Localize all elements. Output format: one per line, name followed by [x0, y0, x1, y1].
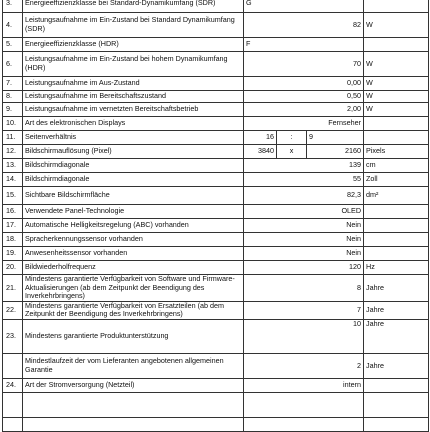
row-number — [3, 392, 23, 417]
row-value: 7 — [244, 301, 364, 319]
row-number: 5. — [3, 38, 23, 52]
table-row — [3, 378, 429, 392]
row-unit: dm² — [364, 187, 429, 205]
table-row — [3, 145, 429, 159]
row-value: Fernseher — [244, 117, 364, 131]
row-label: Verwendete Panel-Technologie — [23, 205, 244, 219]
row-number: 22. — [3, 301, 23, 319]
row-value: Nein — [244, 247, 364, 261]
row-value-b: 9 — [307, 131, 364, 145]
row-number: 17. — [3, 219, 23, 233]
row-unit: cm — [364, 159, 429, 173]
table-row — [3, 392, 429, 417]
row-label: Anwesenheitssensor vorhanden — [23, 247, 244, 261]
row-number: 10. — [3, 117, 23, 131]
row-label — [23, 417, 244, 431]
row-number: 8. — [3, 91, 23, 103]
row-label: Leistungsaufnahme im Ein-Zustand bei hohem Dynamikumfang (HDR) — [23, 52, 244, 77]
row-number: 3. — [3, 0, 23, 13]
row-number: 15. — [3, 187, 23, 205]
row-number — [3, 417, 23, 431]
row-unit: W — [364, 103, 429, 117]
row-number — [3, 353, 23, 378]
row-value: 70 — [244, 52, 364, 77]
row-number: 14. — [3, 173, 23, 187]
row-label: Leistungsaufnahme im Aus-Zustand — [23, 77, 244, 91]
row-value: 139 — [244, 159, 364, 173]
table-row — [3, 219, 429, 233]
row-number: 4. — [3, 13, 23, 38]
row-unit: Jahre — [364, 353, 429, 378]
table-row — [3, 275, 429, 302]
row-label: Art des elektronischen Displays — [23, 117, 244, 131]
row-number: 12. — [3, 145, 23, 159]
table-row — [3, 77, 429, 91]
row-value: 0,00 — [244, 77, 364, 91]
row-value: 82,3 — [244, 187, 364, 205]
row-number: 19. — [3, 247, 23, 261]
row-value: Nein — [244, 219, 364, 233]
row-label: Leistungsaufnahme im vernetzten Bereitschaftsbetrieb — [23, 103, 244, 117]
table-row — [3, 159, 429, 173]
row-unit: Zoll — [364, 173, 429, 187]
row-label — [23, 392, 244, 417]
row-unit — [364, 38, 429, 52]
row-unit: Pixels — [364, 145, 429, 159]
row-value: Nein — [244, 233, 364, 247]
row-number: 16. — [3, 205, 23, 219]
row-unit: W — [364, 52, 429, 77]
row-value: F — [244, 38, 364, 52]
row-unit: W — [364, 77, 429, 91]
row-unit — [364, 378, 429, 392]
table-row — [3, 38, 429, 52]
row-label: Seitenverhältnis — [23, 131, 244, 145]
row-unit — [364, 417, 429, 431]
row-number: 21. — [3, 275, 23, 302]
table-row — [3, 117, 429, 131]
row-label: Energieeffizienzklasse bei Standard-Dynamikumfang (SDR) — [23, 0, 244, 13]
table-row — [3, 13, 429, 38]
row-value-b: 2160 — [307, 145, 364, 159]
row-separator: x — [277, 145, 307, 159]
table-row — [3, 233, 429, 247]
table-row — [3, 205, 429, 219]
row-value-a: 16 — [244, 131, 277, 145]
row-value: 120 — [244, 261, 364, 275]
row-label: Leistungsaufnahme im Bereitschaftszustand — [23, 91, 244, 103]
table-row — [3, 52, 429, 77]
row-value: 82 — [244, 13, 364, 38]
row-unit — [364, 247, 429, 261]
table-row — [3, 91, 429, 103]
table-row — [3, 247, 429, 261]
row-unit: Jahre — [364, 319, 429, 353]
row-value-a: 3840 — [244, 145, 277, 159]
row-unit — [364, 233, 429, 247]
row-unit: W — [364, 13, 429, 38]
row-label: Mindestlaufzeit der vom Lieferanten angebotenen allgemeinen Garantie — [23, 353, 244, 378]
row-label: Bildschirmdiagonale — [23, 173, 244, 187]
row-value: OLED — [244, 205, 364, 219]
row-unit — [364, 392, 429, 417]
table-row — [3, 319, 429, 353]
row-value: 0,50 — [244, 91, 364, 103]
table-row — [3, 301, 429, 319]
row-value — [244, 417, 364, 431]
row-number: 11. — [3, 131, 23, 145]
row-value: 10 — [244, 319, 364, 353]
row-number: 7. — [3, 77, 23, 91]
row-unit — [364, 205, 429, 219]
row-unit: Hz — [364, 261, 429, 275]
row-value: 2,00 — [244, 103, 364, 117]
row-label: Bildwiederholfrequenz — [23, 261, 244, 275]
row-label: Automatische Helligkeitsregelung (ABC) vorhanden — [23, 219, 244, 233]
row-label: Sichtbare Bildschirmfläche — [23, 187, 244, 205]
row-label: Mindestens garantierte Verfügbarkeit von Ersatzteilen (ab dem Zeitpunkt der Beendigung des Inverkehrbringens) — [23, 301, 244, 319]
row-value: intern — [244, 378, 364, 392]
row-label: Mindestens garantierte Produktunterstützung — [23, 319, 244, 353]
table-row — [3, 131, 429, 145]
row-number: 24. — [3, 378, 23, 392]
row-unit: Jahre — [364, 301, 429, 319]
row-value: 2 — [244, 353, 364, 378]
row-unit — [364, 0, 429, 13]
row-number: 20. — [3, 261, 23, 275]
row-unit: W — [364, 91, 429, 103]
row-number: 18. — [3, 233, 23, 247]
table-row — [3, 0, 429, 13]
table-row — [3, 173, 429, 187]
table-row — [3, 417, 429, 431]
row-value: 55 — [244, 173, 364, 187]
row-unit — [364, 219, 429, 233]
row-unit: Jahre — [364, 275, 429, 302]
row-value: G — [244, 0, 364, 13]
row-label: Bildschirmauflösung (Pixel) — [23, 145, 244, 159]
row-unit — [364, 131, 429, 145]
row-value: 8 — [244, 275, 364, 302]
table-row — [3, 261, 429, 275]
row-label: Art der Stromversorgung (Netzteil) — [23, 378, 244, 392]
row-number: 23. — [3, 319, 23, 353]
row-label: Leistungsaufnahme im Ein-Zustand bei Standard Dynamikumfang (SDR) — [23, 13, 244, 38]
row-number: 6. — [3, 52, 23, 77]
row-label: Spracherkennungssensor vorhanden — [23, 233, 244, 247]
table-row — [3, 353, 429, 378]
row-label: Bildschirmdiagonale — [23, 159, 244, 173]
row-label: Energieeffizienzklasse (HDR) — [23, 38, 244, 52]
row-value — [244, 392, 364, 417]
row-number: 13. — [3, 159, 23, 173]
row-separator: : — [277, 131, 307, 145]
energy-data-table — [2, 0, 429, 432]
table-row — [3, 103, 429, 117]
table-row — [3, 187, 429, 205]
row-number: 9. — [3, 103, 23, 117]
row-label: Mindestens garantierte Verfügbarkeit von Software und Firmware-Aktualisierungen (ab dem Zeitpunkt der Beendigung des Inverkehrbringens) — [23, 275, 244, 302]
row-unit — [364, 117, 429, 131]
